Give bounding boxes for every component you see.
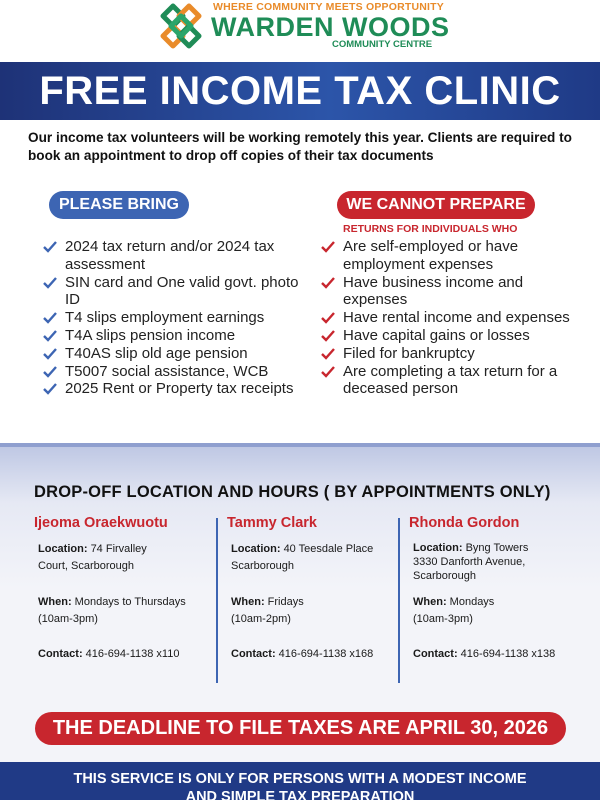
check-icon [42, 329, 58, 343]
location-value: 3330 Danforth Avenue, [413, 556, 526, 568]
cannot-prepare-list [320, 238, 590, 398]
cannot-prepare-badge: WE CANNOT PREPARE [337, 191, 535, 219]
check-icon [42, 382, 58, 396]
check-icon [320, 365, 336, 379]
location-value: Scarborough [231, 560, 294, 572]
hours-value: (10am-3pm) [38, 613, 98, 625]
list-item [42, 274, 312, 310]
check-icon [320, 311, 336, 325]
when-label: When: [231, 596, 265, 608]
when-label: When: [413, 596, 447, 608]
list-item-text: Are completing a tax return for a deceased person [343, 362, 558, 398]
check-icon [320, 240, 336, 254]
list-item-text: 2025 Rent or Property tax receipts [65, 380, 294, 398]
list-item [320, 309, 590, 327]
org-subtitle: COMMUNITY CENTRE [332, 39, 433, 50]
location-value: Byng Towers [465, 542, 529, 554]
location-value: Court, Scarborough [38, 560, 134, 572]
list-item-text: T40AS slip old age pension [65, 344, 248, 362]
list-item-text: Filed for bankruptcy [343, 344, 475, 362]
list-item-text: Have capital gains or losses [343, 326, 530, 344]
contact-field [38, 646, 179, 663]
list-item-text: SIN card and One valid govt. photo ID [65, 273, 299, 309]
location-field [38, 541, 147, 575]
list-item [42, 238, 312, 274]
list-item [320, 345, 590, 363]
location-label: Location: [38, 543, 88, 555]
check-icon [42, 365, 58, 379]
interlocking-hearts-knot-icon [155, 2, 207, 54]
location-label: Location: [231, 543, 281, 555]
list-item-text: Have rental income and expenses [343, 309, 570, 327]
list-item-text: T4A slips pension income [65, 326, 236, 344]
list-item [320, 274, 590, 310]
when-value: Fridays [267, 596, 304, 608]
list-item-text: Have business income and expenses [343, 273, 524, 309]
org-name: WARDEN WOODS [211, 12, 450, 42]
location-field [413, 541, 528, 583]
check-icon [320, 276, 336, 290]
phone-value: 416-694-1138 x110 [85, 648, 180, 660]
when-field [413, 594, 494, 628]
page-title: FREE INCOME TAX CLINIC [39, 68, 561, 113]
check-icon [42, 276, 58, 290]
footer-line: AND SIMPLE TAX PREPARATION [185, 789, 415, 800]
hours-value: (10am-2pm) [231, 613, 291, 625]
intro-text: Our income tax volunteers will be working remotely this year. Clients are required to book an appointment to drop off copies of their tax documents [28, 130, 572, 163]
location-value: Scarborough [413, 570, 476, 582]
check-icon [42, 311, 58, 325]
org-logo [155, 0, 455, 58]
contact-field [413, 646, 555, 663]
list-item [42, 345, 312, 363]
contact-name: Ijeoma Oraekwuotu [34, 515, 168, 531]
list-item-text: T5007 social assistance, WCB [65, 362, 269, 380]
contact-name: Rhonda Gordon [409, 515, 520, 531]
footer-banner [0, 762, 600, 800]
contact-card [34, 515, 214, 685]
check-icon [320, 329, 336, 343]
list-item-text: T4 slips employment earnings [65, 309, 265, 327]
org-tagline: WHERE COMMUNITY MEETS OPPORTUNITY [213, 1, 444, 13]
check-icon [42, 240, 58, 254]
contact-label: Contact: [231, 648, 276, 660]
check-icon [42, 347, 58, 361]
location-value: 40 Teesdale Place [283, 543, 374, 555]
when-field [38, 594, 186, 628]
list-item [320, 363, 590, 399]
list-item [320, 238, 590, 274]
contact-card [409, 515, 589, 685]
list-item-text: Are self-employed or have employment expenses [343, 238, 519, 273]
location-label: Location: [413, 542, 463, 554]
cannot-prepare-subheading: RETURNS FOR INDIVIDUALS WHO [343, 223, 518, 235]
when-value: Mondays [449, 596, 495, 608]
contact-card [227, 515, 403, 685]
list-item [42, 363, 312, 381]
list-item [42, 380, 312, 398]
phone-value: 416-694-1138 x168 [278, 648, 374, 660]
check-icon [320, 347, 336, 361]
location-field [231, 541, 373, 575]
bring-list [42, 238, 312, 398]
phone-value: 416-694-1138 x138 [460, 648, 556, 660]
list-item [42, 327, 312, 345]
location-value: 74 Firvalley [90, 543, 147, 555]
column-divider [216, 518, 218, 683]
when-label: When: [38, 596, 72, 608]
please-bring-badge: PLEASE BRING [49, 191, 189, 219]
when-field [231, 594, 304, 628]
list-item [320, 327, 590, 345]
list-item [42, 309, 312, 327]
footer-line: THIS SERVICE IS ONLY FOR PERSONS WITH A MODEST INCOME [73, 771, 527, 787]
contact-field [231, 646, 373, 663]
when-value: Mondays to Thursdays [74, 596, 186, 608]
contact-label: Contact: [413, 648, 458, 660]
contact-name: Tammy Clark [227, 515, 317, 531]
hours-value: (10am-3pm) [413, 613, 473, 625]
footer-text [0, 762, 600, 800]
list-item-text: 2024 tax return and/or 2024 tax assessment [65, 238, 275, 273]
contact-label: Contact: [38, 648, 83, 660]
deadline-banner: THE DEADLINE TO FILE TAXES ARE APRIL 30, 2026 [35, 712, 566, 745]
dropoff-heading: DROP-OFF LOCATION AND HOURS ( BY APPOINTMENTS ONLY) [34, 483, 551, 501]
title-banner [0, 62, 600, 120]
